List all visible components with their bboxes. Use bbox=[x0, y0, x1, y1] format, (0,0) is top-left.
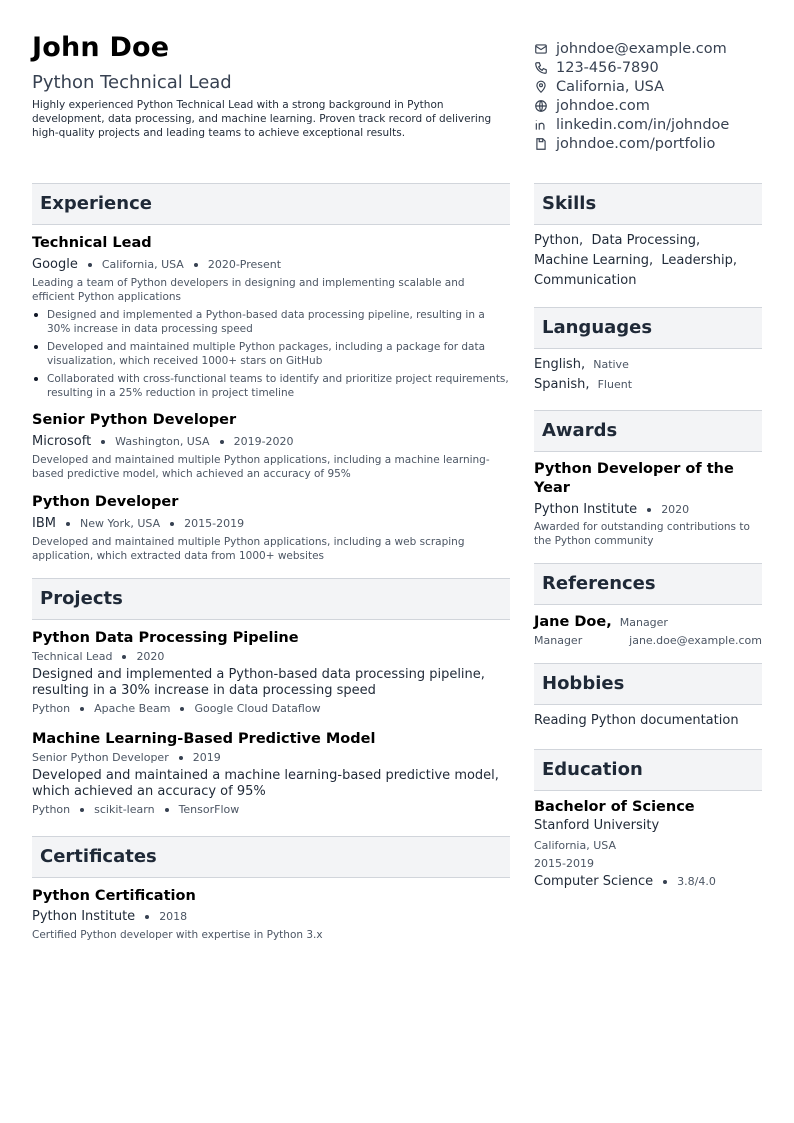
portfolio-icon bbox=[534, 137, 548, 151]
contact-email[interactable] bbox=[534, 39, 764, 58]
project-title: Machine Learning-Based Predictive Model bbox=[32, 731, 376, 747]
experience-entry bbox=[32, 494, 510, 563]
contact-email-text: johndoe@example.com bbox=[556, 40, 727, 57]
education-meta bbox=[534, 874, 762, 889]
separator-dot bbox=[194, 263, 198, 267]
separator-dot bbox=[220, 440, 224, 444]
project-description: Developed and maintained a machine learning-based predictive model, which achieved an accuracy of 95% bbox=[32, 768, 499, 799]
education-entry bbox=[534, 799, 762, 889]
award-issuer: Python Institute bbox=[534, 502, 638, 517]
languages-heading: Languages bbox=[534, 307, 762, 349]
separator-dot bbox=[66, 522, 70, 526]
projects-heading: Projects bbox=[32, 578, 510, 620]
reference-name-row bbox=[534, 614, 762, 630]
experience-heading: Experience bbox=[32, 183, 510, 225]
reference-entry bbox=[534, 614, 762, 647]
education-dates: 2015-2019 bbox=[534, 857, 594, 870]
skill-item: Communication bbox=[534, 273, 637, 288]
contact-portfolio[interactable] bbox=[534, 134, 764, 153]
award-year: 2020 bbox=[661, 503, 690, 516]
contact-phone-text: 123-456-7890 bbox=[556, 59, 659, 76]
job-location: California, USA bbox=[101, 258, 184, 271]
linkedin-icon bbox=[534, 118, 548, 132]
separator-dot bbox=[145, 915, 149, 919]
certificate-title: Python Certification bbox=[32, 888, 196, 904]
job-meta bbox=[32, 434, 510, 449]
contact-linkedin-text: linkedin.com/in/johndoe bbox=[556, 116, 730, 133]
right-column bbox=[534, 183, 762, 889]
list-item: Collaborated with cross-functional teams to identify and prioritize project requirements, resulting in a 25% reduction in project timeline bbox=[32, 372, 510, 400]
separator-dot bbox=[80, 808, 84, 812]
candidate-summary: Highly experienced Python Technical Lead with a strong background in Python development, data processing, and machine learning. Proven track record of delivering high-quality projects and leading teams to achieve exceptional results. bbox=[32, 99, 492, 139]
award-title: Python Developer of the Year bbox=[534, 461, 734, 496]
job-dates: 2020-Present bbox=[207, 258, 282, 271]
language-level: Fluent bbox=[597, 378, 633, 391]
job-company: Google bbox=[32, 257, 78, 272]
language-item bbox=[534, 355, 762, 375]
job-location: New York, USA bbox=[79, 517, 161, 530]
language-item bbox=[534, 375, 762, 395]
job-summary: Developed and maintained multiple Python applications, including a machine learning-based predictive model, which achieved an accuracy of 95% bbox=[32, 454, 490, 480]
contact-website[interactable] bbox=[534, 96, 764, 115]
separator-dot bbox=[179, 756, 183, 760]
separator-dot bbox=[663, 880, 667, 884]
mail-icon bbox=[534, 42, 548, 56]
education-school: Stanford University bbox=[534, 818, 660, 833]
references-heading: References bbox=[534, 563, 762, 605]
skill-item: Python, bbox=[534, 233, 584, 248]
hobby-item: Reading Python documentation bbox=[534, 713, 739, 728]
project-tag: TensorFlow bbox=[178, 803, 240, 816]
resume-header bbox=[32, 32, 762, 182]
project-tag: Google Cloud Dataflow bbox=[194, 702, 321, 715]
certificates-heading: Certificates bbox=[32, 836, 510, 878]
job-dates: 2015-2019 bbox=[184, 517, 245, 530]
job-location: Washington, USA bbox=[115, 435, 210, 448]
separator-dot bbox=[122, 655, 126, 659]
job-title: Python Developer bbox=[32, 494, 179, 510]
contact-portfolio-text: johndoe.com/portfolio bbox=[556, 135, 716, 152]
award-meta bbox=[534, 502, 762, 517]
project-meta bbox=[32, 751, 510, 764]
map-pin-icon bbox=[534, 80, 548, 94]
separator-dot bbox=[170, 522, 174, 526]
certificate-description: Certified Python developer with expertise in Python 3.x bbox=[32, 929, 323, 941]
award-entry bbox=[534, 460, 762, 548]
project-entry bbox=[32, 731, 510, 816]
project-tag: Python bbox=[32, 702, 71, 715]
project-tag: Apache Beam bbox=[94, 702, 171, 715]
education-gpa: 3.8/4.0 bbox=[677, 875, 716, 888]
awards-heading: Awards bbox=[534, 410, 762, 452]
project-title: Python Data Processing Pipeline bbox=[32, 630, 299, 646]
project-description: Designed and implemented a Python-based data processing pipeline, resulting in a 30% increase in data processing speed bbox=[32, 667, 485, 698]
skill-item: Leadership, bbox=[661, 253, 737, 268]
contact-list bbox=[534, 39, 764, 153]
left-column bbox=[32, 183, 510, 942]
project-year: 2019 bbox=[192, 751, 221, 764]
contact-location-text: California, USA bbox=[556, 78, 665, 95]
reference-detail-row bbox=[534, 634, 762, 647]
reference-email[interactable]: jane.doe@example.com bbox=[629, 634, 762, 647]
separator-dot bbox=[165, 808, 169, 812]
job-bullets bbox=[32, 308, 510, 400]
certificate-meta bbox=[32, 909, 510, 924]
job-meta bbox=[32, 516, 510, 531]
separator-dot bbox=[647, 508, 651, 512]
experience-entry bbox=[32, 412, 510, 481]
separator-dot bbox=[101, 440, 105, 444]
certificate-entry bbox=[32, 888, 510, 942]
award-description: Awarded for outstanding contributions to the Python community bbox=[534, 521, 750, 547]
contact-website-text: johndoe.com bbox=[556, 97, 650, 114]
project-role: Technical Lead bbox=[32, 650, 113, 663]
project-tags bbox=[32, 803, 510, 816]
reference-role: Manager bbox=[619, 616, 668, 629]
project-tag: Python bbox=[32, 803, 71, 816]
language-name: Spanish, bbox=[534, 377, 590, 392]
languages-list bbox=[534, 355, 762, 395]
language-name: English, bbox=[534, 357, 586, 372]
reference-name: Jane Doe, bbox=[534, 614, 612, 630]
project-tags bbox=[32, 702, 510, 715]
job-title: Technical Lead bbox=[32, 235, 152, 251]
contact-phone[interactable] bbox=[534, 58, 764, 77]
resume-page bbox=[32, 32, 762, 941]
project-year: 2020 bbox=[136, 650, 165, 663]
skill-item: Data Processing, bbox=[591, 233, 701, 248]
reference-position: Manager bbox=[534, 634, 583, 647]
candidate-name: John Doe bbox=[32, 32, 170, 63]
separator-dot bbox=[80, 707, 84, 711]
project-tag: scikit-learn bbox=[94, 803, 155, 816]
phone-icon bbox=[534, 61, 548, 75]
candidate-headline: Python Technical Lead bbox=[32, 72, 232, 93]
certificate-issuer: Python Institute bbox=[32, 909, 136, 924]
education-location: California, USA bbox=[534, 839, 616, 852]
job-summary: Leading a team of Python developers in designing and implementing scalable and efficient Python applications bbox=[32, 277, 465, 303]
skills-list bbox=[534, 231, 762, 291]
job-summary: Developed and maintained multiple Python applications, including a web scraping application, which extracted data from 1000+ websites bbox=[32, 536, 465, 562]
skill-item: Machine Learning, bbox=[534, 253, 654, 268]
job-dates: 2019-2020 bbox=[233, 435, 294, 448]
separator-dot bbox=[88, 263, 92, 267]
separator-dot bbox=[180, 707, 184, 711]
certificate-year: 2018 bbox=[159, 910, 188, 923]
job-company: IBM bbox=[32, 516, 56, 531]
globe-icon bbox=[534, 99, 548, 113]
language-level: Native bbox=[593, 358, 629, 371]
hobbies-heading: Hobbies bbox=[534, 663, 762, 705]
education-degree: Bachelor of Science bbox=[534, 799, 695, 815]
contact-linkedin[interactable] bbox=[534, 115, 764, 134]
contact-location bbox=[534, 77, 764, 96]
project-entry bbox=[32, 630, 510, 715]
job-title: Senior Python Developer bbox=[32, 412, 237, 428]
project-role: Senior Python Developer bbox=[32, 751, 169, 764]
education-heading: Education bbox=[534, 749, 762, 791]
skills-heading: Skills bbox=[534, 183, 762, 225]
experience-entry bbox=[32, 235, 510, 400]
list-item: Designed and implemented a Python-based data processing pipeline, resulting in a 30% increase in data processing speed bbox=[32, 308, 510, 336]
education-field: Computer Science bbox=[534, 874, 654, 889]
job-meta bbox=[32, 257, 510, 272]
list-item: Developed and maintained multiple Python packages, including a package for data visualization, which received 1000+ stars on GitHub bbox=[32, 340, 510, 368]
project-meta bbox=[32, 650, 510, 663]
job-company: Microsoft bbox=[32, 434, 92, 449]
